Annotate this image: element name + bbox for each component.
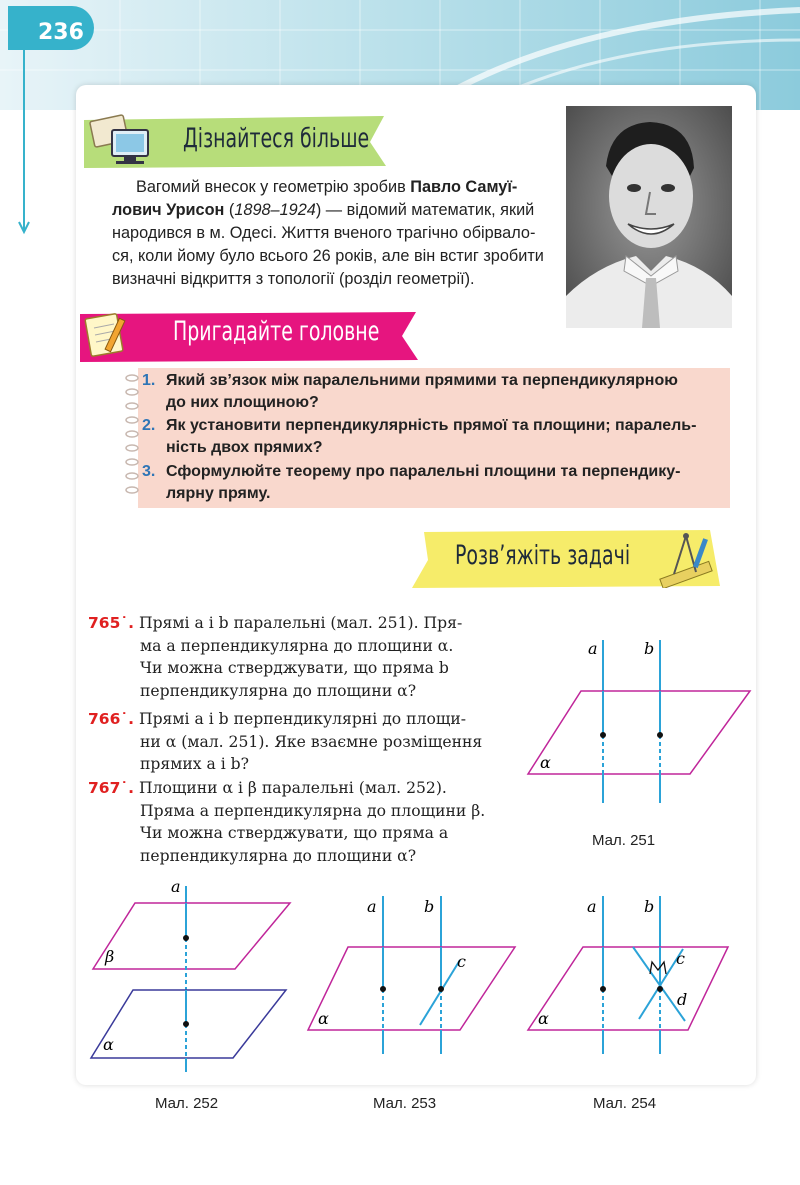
notepad-pencil-icon (84, 306, 134, 362)
point-alpha (183, 1021, 189, 1027)
task-number: 766˙. (88, 710, 134, 728)
question-item (142, 370, 728, 414)
task-line (88, 777, 498, 800)
question-line: ність двох прямих? (166, 439, 323, 456)
solve-title: Розв’яжіть задачі (455, 540, 631, 571)
text-run: ( (224, 201, 235, 219)
label-c: c (457, 952, 466, 971)
task-line: прямих a і b? (140, 755, 250, 773)
task-text: Прямі a і b перпендикулярні до площи- (138, 710, 466, 728)
task-line: перпендикулярна до площини α? (140, 846, 417, 865)
label-alpha: α (538, 1009, 549, 1028)
task-line: ма a перпендикулярна до площини α. (140, 636, 454, 655)
paragraph-line: визначні відкриття з топології (розділ геометрії). (112, 270, 475, 288)
question-item (142, 461, 728, 505)
task-number: 767˙. (88, 779, 134, 797)
question-line: Як установити перпендикулярність прямої та площини; паралель- (166, 417, 697, 434)
spiral-binding-icon (118, 368, 142, 508)
label-b: b (644, 897, 655, 916)
label-alpha: α (540, 753, 551, 772)
label-alpha: α (318, 1009, 329, 1028)
figure-254 (520, 892, 740, 1067)
paragraph-line: народився в м. Одесі. Життя вченого трагічно обірвало- (112, 224, 536, 242)
figure-253 (300, 892, 520, 1067)
compass-ruler-icon (656, 530, 718, 588)
point-a (600, 732, 606, 738)
task-766 (88, 708, 498, 776)
task-line (88, 612, 498, 635)
label-d: d (677, 990, 688, 1009)
task-line: Чи можна стверджувати, що пряма b (140, 659, 449, 677)
label-alpha: α (103, 1035, 114, 1054)
caption-251: Мал. 251 (592, 832, 656, 849)
plane-alpha (528, 691, 750, 774)
task-line (88, 708, 498, 731)
computer-book-icon (86, 112, 156, 170)
label-a: a (588, 639, 598, 658)
label-c: c (676, 949, 685, 968)
question-line: лярну пряму. (166, 485, 271, 502)
caption-254: Мал. 254 (593, 1095, 657, 1112)
plane-alpha (308, 947, 515, 1030)
plane-beta (93, 903, 290, 969)
task-line: ни α (мал. 251). Яке взаємне розміщення (140, 732, 483, 751)
task-number: 765˙. (88, 614, 134, 632)
question-item (142, 415, 728, 459)
portrait-photo (566, 106, 732, 328)
task-line: Чи можна стверджувати, що пряма a (140, 824, 449, 842)
caption-253: Мал. 253 (373, 1095, 437, 1112)
question-number: 1. (142, 372, 156, 389)
point-b (657, 986, 663, 992)
page-number-badge (8, 6, 94, 50)
point-beta (183, 935, 189, 941)
point-b (657, 732, 663, 738)
learn-more-title: Дізнайтеся більше (183, 123, 370, 154)
name-bold: Павло Самуї- (410, 178, 518, 196)
name-bold: лович Урисон (112, 201, 225, 219)
text-run: ) — відомий математик, який (315, 201, 535, 219)
task-765 (88, 612, 498, 702)
figure-252 (85, 872, 295, 1077)
paragraph-line: ся, коли йому було всього 26 років, але він встиг зробити (112, 247, 544, 265)
recall-title: Пригадайте головне (173, 316, 380, 347)
paragraph-line (112, 176, 562, 199)
question-line: Який зв’язок між паралельними прямими та перпендикулярною (166, 372, 678, 389)
learn-more-paragraph (112, 176, 562, 291)
task-767 (88, 777, 498, 867)
question-line: Сформулюйте теорему про паралельні площини та перпендику- (166, 463, 681, 480)
point-b (438, 986, 444, 992)
point-a (600, 986, 606, 992)
question-number: 2. (142, 417, 156, 434)
label-b: b (644, 639, 655, 658)
perpendicular-mark (650, 962, 666, 974)
task-text: Прямі a і b паралельні (мал. 251). Пря- (138, 614, 463, 632)
question-line: до них площиною? (166, 394, 319, 411)
label-a: a (587, 897, 597, 916)
label-beta: β (105, 947, 115, 966)
page-number: 236 (38, 20, 84, 45)
paragraph-line (112, 199, 562, 222)
question-number: 3. (142, 463, 156, 480)
label-b: b (424, 897, 435, 916)
margin-arrow-icon (18, 50, 38, 240)
label-a: a (171, 877, 181, 896)
label-a: a (367, 897, 377, 916)
task-line: перпендикулярна до площини α? (140, 681, 417, 700)
task-line: Пряма a перпендикулярна до площини β. (140, 801, 486, 820)
plane-alpha (528, 947, 728, 1030)
years-italic: 1898–1924 (234, 201, 316, 219)
caption-252: Мал. 252 (155, 1095, 219, 1112)
point-a (380, 986, 386, 992)
task-text: Площини α і β паралельні (мал. 252). (138, 779, 447, 797)
text-run: Вагомий внесок у геометрію зробив (136, 178, 411, 196)
figure-251 (520, 620, 760, 810)
